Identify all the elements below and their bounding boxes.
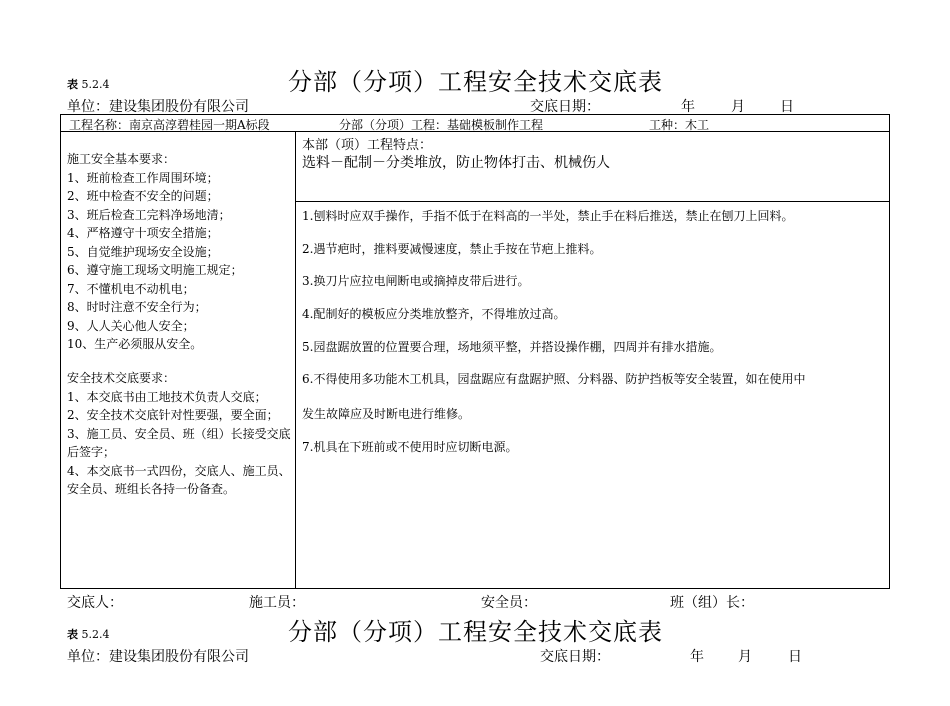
- date-label: 交底日期：: [530, 99, 600, 115]
- month-label-2: 月: [738, 649, 752, 665]
- year-label-2: 年: [690, 649, 704, 665]
- sign-discloser: 交底人：: [67, 595, 123, 611]
- rule-item: 2.遇节疤时，推料要减慢速度，禁止手按在节疤上推料。: [302, 242, 602, 256]
- unit-label: 单位：建设集团股份有限公司: [67, 99, 249, 115]
- tech-req-item: 2、安全技术交底针对性要强，要全面；: [67, 408, 279, 422]
- tech-req-title: 安全技术交底要求：: [67, 371, 176, 385]
- table-no-value: 5.2.4: [81, 78, 110, 91]
- basic-req-item: 5、自觉维护现场安全设施；: [67, 244, 219, 259]
- rule-item: 7.机具在下班前或不使用时应切断电源。: [302, 440, 518, 454]
- column-divider: [295, 131, 296, 589]
- basic-req-item: 1、班前检查工作周围环境；: [67, 170, 219, 185]
- basic-req-item: 7、不懂机电不动机电；: [67, 281, 195, 296]
- tech-req-item: 3、施工员、安全员、班（组）长接受交底后签字；: [67, 426, 291, 459]
- month-label: 月: [731, 99, 745, 115]
- feature-text: 选料－配制－分类堆放，防止物体打击、机械伤人: [302, 155, 610, 171]
- basic-req-item: 9、人人关心他人安全；: [67, 318, 195, 333]
- rule-item: 5.园盘踞放置的位置要合理，场地须平整，并搭设操作棚，四周并有排水措施。: [302, 340, 722, 354]
- project-name: 工程名称：南京高淳碧桂园一期A标段: [69, 118, 270, 132]
- table-no-value-2: 5.2.4: [81, 628, 110, 641]
- rule-item: 1.刨料时应双手操作，手指不低于在料高的一半处，禁止手在料后推送，禁止在刨刀上回料。: [302, 209, 794, 223]
- tech-req-item: 4、本交底书一式四份，交底人、施工员、安全员、班组长各持一份备查。: [67, 463, 291, 496]
- basic-req-item: 6、遵守施工现场文明施工规定；: [67, 263, 243, 277]
- rule-item: 3.换刀片应拉电闸断电或摘掉皮带后进行。: [302, 274, 530, 288]
- form-title: 分部（分项）工程安全技术交底表: [288, 68, 663, 96]
- tech-req-item: 1、本交底书由工地技术负责人交底；: [67, 389, 267, 404]
- sign-safety: 安全员：: [481, 595, 537, 611]
- rule-item: 4.配制好的模板应分类堆放整齐，不得堆放过高。: [302, 307, 566, 321]
- year-label: 年: [681, 99, 695, 115]
- rule-item: 发生故障应及时断电进行维修。: [302, 407, 471, 421]
- basic-req-item: 10、生产必须服从安全。: [67, 337, 203, 351]
- table-number-2: [67, 626, 110, 642]
- day-label: 日: [780, 99, 794, 115]
- basic-req-item: 2、班中检查不安全的问题；: [67, 189, 219, 203]
- table-label-2: 表: [67, 628, 78, 641]
- basic-req-item: 3、班后检查工完料净场地清；: [67, 207, 231, 222]
- day-label-2: 日: [788, 649, 802, 665]
- rule-item: 6.不得使用多功能木工机具，园盘踞应有盘踞护照、分料器、防护挡板等安全装置，如在使用中: [302, 372, 806, 386]
- feature-title: 本部（项）工程特点：: [302, 138, 433, 153]
- sign-leader: 班（组）长：: [670, 595, 754, 611]
- basic-req-title: 施工安全基本要求：: [67, 152, 176, 166]
- trade: 工种：木工: [649, 118, 710, 132]
- sign-constructor: 施工员：: [249, 595, 305, 611]
- basic-requirements: [67, 150, 293, 354]
- tech-requirements: [67, 369, 293, 499]
- form-title-2: 分部（分项）工程安全技术交底表: [288, 618, 663, 646]
- basic-req-item: 4、严格遵守十项安全措施；: [67, 226, 219, 240]
- row-divider: [295, 201, 890, 202]
- date-label-2: 交底日期：: [540, 649, 610, 665]
- table-label: 表: [67, 78, 78, 91]
- table-number: [67, 76, 110, 92]
- basic-req-item: 8、时时注意不安全行为；: [67, 300, 207, 314]
- unit-label-2: 单位：建设集团股份有限公司: [67, 649, 249, 665]
- sub-project: 分部（分项）工程：基础模板制作工程: [339, 118, 544, 132]
